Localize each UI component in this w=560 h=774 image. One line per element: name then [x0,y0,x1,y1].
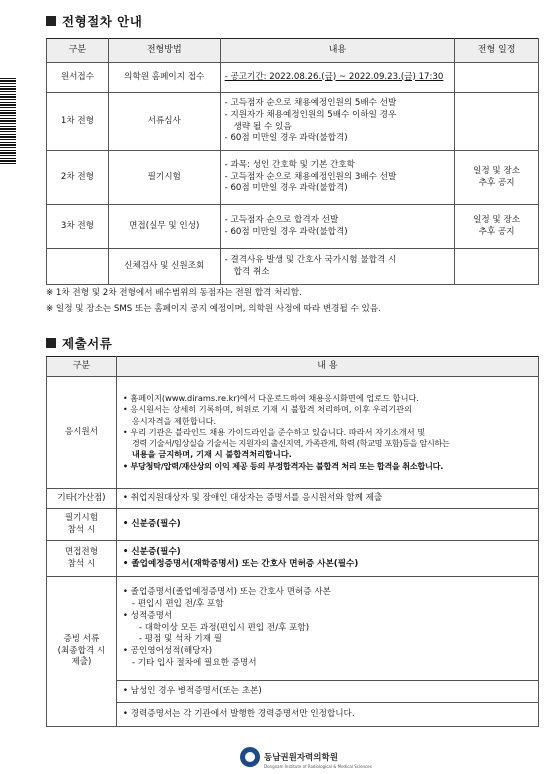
square-bullet-icon [46,16,56,26]
section-title-procedure: 전형절차 안내 [46,12,142,30]
stage-cell: 3차 전형 [47,205,109,249]
table-row [47,489,539,509]
logo-emblem-icon [240,747,260,767]
table-row [47,703,539,727]
header-content: 내 용 [116,357,538,377]
content-cell: • 신분증(필수) • 졸업예정증명서(재학증명서) 또는 간호사 면허증 사본(필수) [116,541,538,577]
table-row [47,63,539,93]
schedule-cell: 일정 및 장소 추후 공지 [455,151,539,205]
content-cell: - 과목: 성인 간호학 및 기본 간호학 - 고득점자 순으로 채용예정인원의 3배수 선발 - 60점 미만일 경우 과락(불합격) [220,151,455,205]
barcode-strip [0,78,16,164]
table-row [47,377,539,489]
schedule-cell [455,93,539,151]
table-header-row [47,357,539,377]
table-header-row [47,39,539,63]
note-item: ※ 일정 및 장소는 SMS 또는 홈페이지 공지 예정이며, 의학원 사정에 따라 변경될 수 있음. [46,303,381,314]
table-row [47,249,539,285]
header-method: 전형방법 [108,39,220,63]
content-cell: • 남성인 경우 병적증명서(또는 초본) [116,681,538,703]
content-cell: • 신분증(필수) [116,509,538,541]
category-cell: 증빙 서류 (최종합격 시 제출) [47,577,117,727]
table-row [47,205,539,249]
content-cell: • 졸업증명서(졸업예정증명서) 또는 간호사 면허증 사본 - 편입시 편입 전/후 포함 • 성적증명서 - 대학이상 모든 과정(편입시 편입 전/후 포함) - 평점 및 석차 기재 필 • 공인영어성적(해당자) - 기타 입사 절차에 필요한 증명서 [116,577,538,681]
method-cell: 서류심사 [108,93,220,151]
institution-logo [240,745,372,769]
category-cell: 필기시험 참석 시 [47,509,117,541]
documents-table [46,356,539,727]
category-cell: 기타(가산점) [47,489,117,509]
schedule-cell: 일정 및 장소 추후 공지 [455,205,539,249]
logo-subtext: Dongnam Institute of Radiological & Medical Sciences [264,764,372,769]
header-schedule: 전형 일정 [455,39,539,63]
header-category: 구분 [47,39,109,63]
schedule-cell [455,249,539,285]
note-item: ※ 1차 전형 및 2차 전형에서 배수범위의 동점자는 전원 합격 처리함. [46,288,302,298]
method-cell: 의학원 홈페이지 접수 [108,63,220,93]
table-row [47,681,539,703]
square-bullet-icon [46,338,56,348]
stage-cell: 1차 전형 [47,93,109,151]
table-row [47,509,539,541]
logo-text: 동남권원자력의학원 [264,753,338,763]
content-cell: - 결격사유 발생 및 간호사 국가시험 불합격 시 합격 취소 [220,249,455,285]
content-cell: • 홈페이지(www.dirams.re.kr)에서 다운로드하여 채용응시화면에 업로드 합니다. • 응시원서는 상세히 기록하며, 허위로 기재 시 불합격 처리하며, 이후 우리기관의 응시자격을 제한합니다. • 우리 기관은 블라인드 채용 가이드라인을 준수하고 있습니다. 따라서 자기소개서 및 경력 기술서/임상실습 기술서는 지원자의 출신지역, 가족관계, 학력 (학교명 포함)등을 암시하는 내용을 금지하며, 기재 시 불합격처리합니다. • 부당청탁/압력/재산상의 이익 제공 등의 부정합격자는 불합격 처리 또는 합격을 취소합니다. [116,377,538,489]
table-row [47,541,539,577]
table-row [47,93,539,151]
content-cell: • 경력증명서는 각 기관에서 발행한 경력증명서만 인정합니다. [116,703,538,727]
notes [46,286,381,318]
table-row [47,151,539,205]
method-cell: 필기시험 [108,151,220,205]
stage-cell [47,249,109,285]
method-cell: 면접(실무 및 인성) [108,205,220,249]
section-title-documents: 제출서류 [46,334,112,352]
stage-cell: 2차 전형 [47,151,109,205]
schedule-cell [455,63,539,93]
procedure-table [46,38,539,285]
content-cell: - 고득점자 순으로 합격자 선발 - 60점 미만일 경우 과락(불합격) [220,205,455,249]
content-cell [220,63,455,93]
header-category: 구분 [47,357,117,377]
category-cell: 면접전형 참석 시 [47,541,117,577]
content-cell: • 취업지원대상자 및 장애인 대상자는 증명서를 응시원서와 함께 제출 [116,489,538,509]
header-content: 내용 [220,39,455,63]
table-row [47,577,539,681]
stage-cell: 원서접수 [47,63,109,93]
category-cell: 응시원서 [47,377,117,489]
announcement-period: - 공고기간: 2022.08.26.(금) ~ 2022.09.23.(금) 17:30 [224,71,444,82]
content-cell: - 고득점자 순으로 채용예정인원의 5배수 선발 - 지원자가 채용예정인원의 5배수 이하일 경우 생략 될 수 있음 - 60점 미만일 경우 과락(불합격) [220,93,455,151]
method-cell: 신체검사 및 신원조회 [108,249,220,285]
